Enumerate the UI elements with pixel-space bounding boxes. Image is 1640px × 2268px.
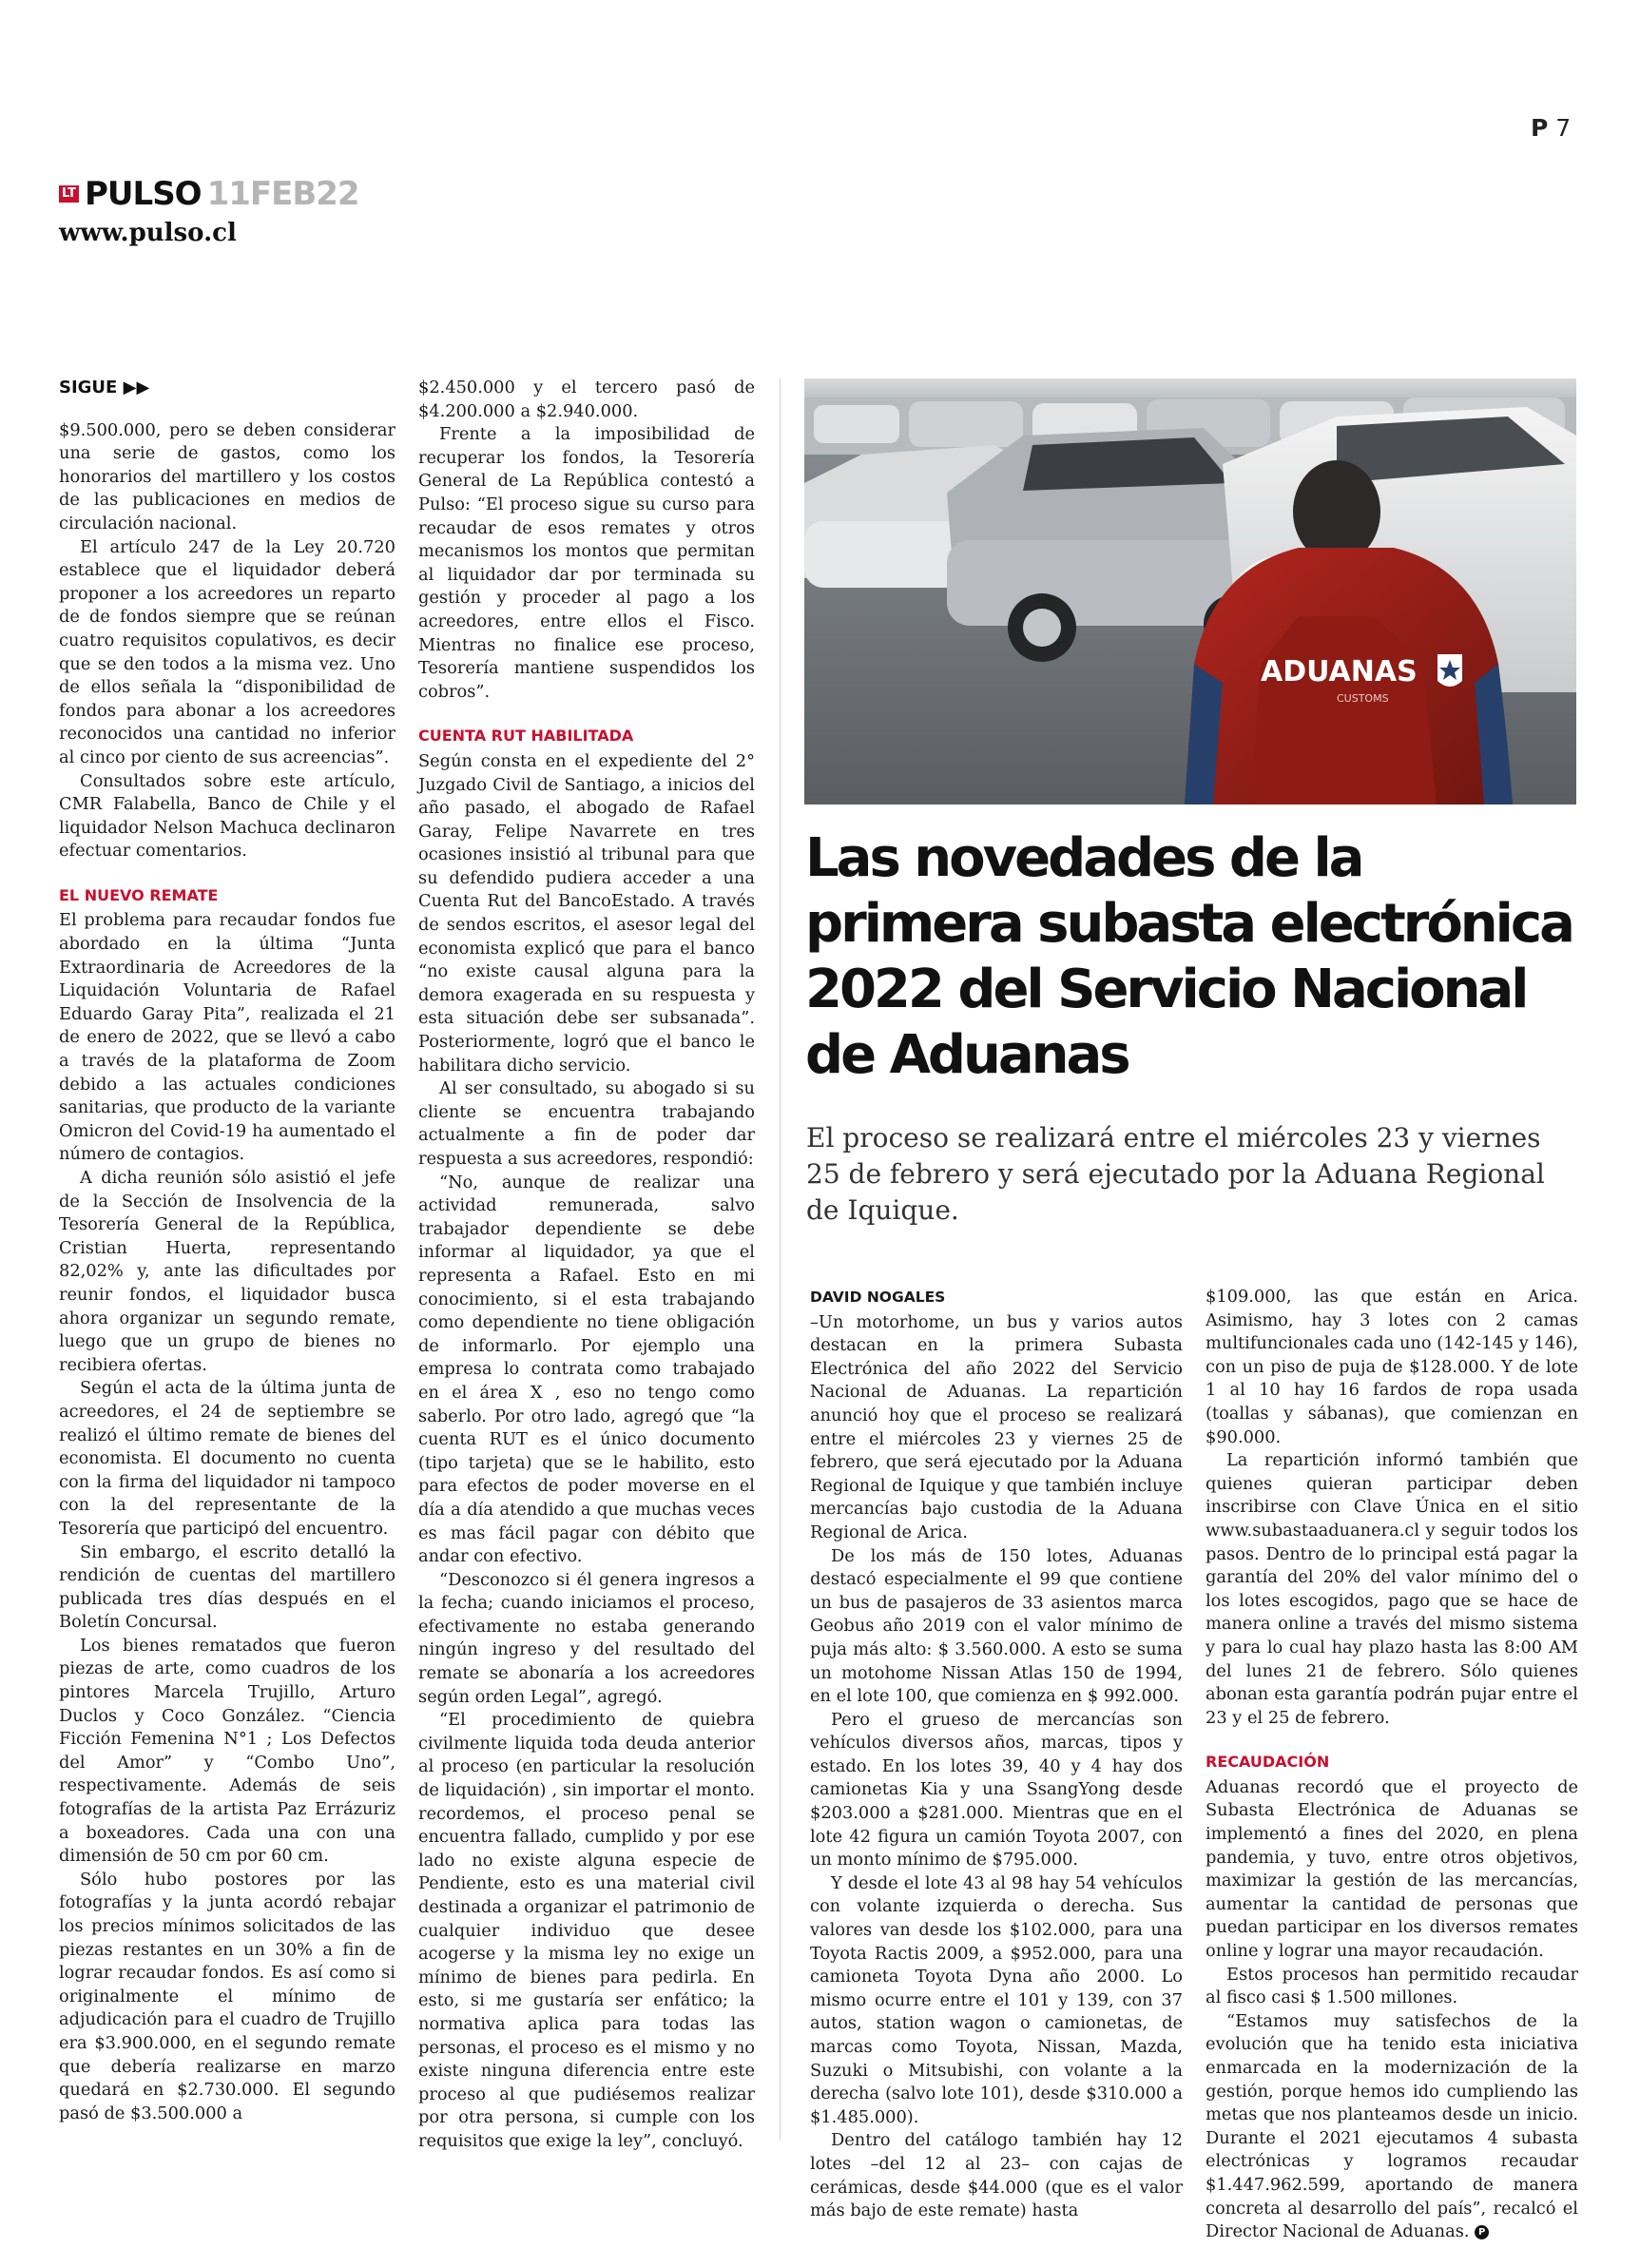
article-column-1 bbox=[59, 377, 396, 2125]
lt-logo: LT bbox=[59, 185, 79, 203]
paragraph: De los más de 150 lotes, Aduanas destacó especialmente el 99 que contiene un bus de pasajeros de 33 asientos marca Geobus año 2019 con el valor mínimo de puja más alto: $ 3.560.000. A esto se suma un motohome Nissan Atlas 150 de 1994, en el lote 100, que comienza en $ 992.000. bbox=[810, 1545, 1183, 1707]
paragraph: A dicha reunión sólo asistió el jefe de la Sección de Insolvencia de la Tesorería General de la República, Cristian Huerta, representando 82,02% y, ante las dificultades por reunir fondos, el liquidador busca ahora organizar un segundo remate, luego que un grupo de bienes no recibiera ofertas. bbox=[59, 1168, 396, 1375]
paragraph: Consultados sobre este artículo, CMR Falabella, Banco de Chile y el liquidador Nelson Machuca declinaron efectuar comentarios. bbox=[59, 770, 396, 862]
paragraph: Sólo hubo postores por las fotografías y la junta acordó rebajar los precios mínimos solicitados de las piezas restantes en un 30% a fin de lograr recaudar fondos. Es así como si originalmente el mínimo de adjudicación para el cuadro de Trujillo era $3.900.000, en el segundo remate que debería realizarse en marzo quedará en $2.730.000. El segundo pasó de $3.500.000 a bbox=[59, 1869, 396, 2123]
paragraph-last bbox=[1206, 2010, 1578, 2244]
website-link[interactable]: www.pulso.cl bbox=[59, 219, 237, 247]
car-lot-photo bbox=[804, 378, 1576, 804]
paragraph: La repartición informó también que quienes quieran participar deben inscribirse con Clave Única en el sitio www.subastaaduanera.cl y seguir todos los pasos. Dentro de lo principal está pagar la garantía del 20% del valor mínimo del o los lotes escogidos, pago que se hace de manera online a través del mismo sistema y para lo cual hay plazo hasta las 8:00 AM del lunes 21 de febrero. Sólo quienes abonan esta garantía podrán pujar entre el 23 y el 25 de febrero. bbox=[1206, 1450, 1578, 1728]
article-deck: El proceso se realizará entre el miércoles 23 y viernes 25 de febrero y será ejecutado por la Aduana Regional de Iquique. bbox=[806, 1122, 1545, 1226]
paragraph: Aduanas recordó que el proyecto de Subasta Electrónica de Aduanas se implementó a fines del 2020, en plena pandemia, y tuvo, entre otros objetivos, maximizar la gestión de las mercancías, aumentar la cantidad de personas que puedan participar en los diversos remates online y lograr una mayor recaudación. bbox=[1206, 1776, 1578, 1962]
subheading-cuenta-rut: CUENTA RUT HABILITADA bbox=[418, 727, 634, 746]
paragraph: El problema para recaudar fondos fue abordado en la última “Junta Extraordinaria de Acreedores de la Liquidación Voluntaria de Rafael Eduardo Garay Pita”, realizada el 21 de enero de 2022, que se llevó a cabo a través de la plataforma de Zoom debido a las actuales condiciones sanitarias, que producto de la variante Omicron del Covid-19 ha aumentado el número de contagios. bbox=[59, 910, 396, 1165]
paragraph: El artículo 247 de la Ley 20.720 establece que el liquidador deberá proponer a los acreedores un reparto de de fondos siempre que se reúnan cuatro requisitos copulativos, es decir que se den todos a la misma vez. Uno de ellos señala la “disponibilidad de fondos para abonar a los acreedores reconocidos una cantidad no inferior al cinco por ciento de sus acreencias”. bbox=[59, 536, 396, 767]
paragraph-text: “Estamos muy satisfechos de la evolución que ha tenido esta iniciativa enmarcada en la modernización de la gestión, porque hemos ido cumpliendo las metas que nos planteamos desde un inicio. Durante el 2021 ejecutamos 4 subasta electrónicas y logramos recaudar $1.447.962.599, aportando de manera concreta al desarrollo del país”, recalcó el Director Nacional de Aduanas. bbox=[1206, 2010, 1578, 2242]
paragraph: Dentro del catálogo también hay 12 lotes –del 12 al 23– con cajas de cerámicas, desde $44.000 (que es el valor más bajo de este remate) hasta bbox=[810, 2130, 1183, 2221]
paragraph: “El procedimiento de quiebra civilmente liquida toda deuda anterior al proceso (en particular la resolución de liquidación) , sin importar el monto. recordemos, el proceso penal se encuentra fallado, cumplido y por ese lado no existe alguna especie de Pendiente, esto es una material civil destinada a organizar el patrimonio de cualquier individuo que desee acogerse y la misma ley no exige un mínimo de bienes para pedirla. En esto, si me gustaría ser enfático; la normativa aplica para todas las personas, el proceso es el mismo y no existe ninguna diferencia entre este proceso al que pudiésemos realizar por otra persona, si cumple con los requisitos que exige la ley”, concluyó. bbox=[418, 1710, 755, 2151]
masthead bbox=[59, 175, 359, 213]
paragraph: Sin embargo, el escrito detalló la rendición de cuentas del martillero publicada tres días después en el Boletín Concursal. bbox=[59, 1541, 396, 1633]
paragraph: Estos procesos han permitido recaudar al fisco casi $ 1.500 millones. bbox=[1206, 1964, 1578, 2008]
article-column-2 bbox=[418, 377, 755, 2154]
article-column-3 bbox=[810, 1286, 1183, 2223]
subheading-recaudacion: RECAUDACIÓN bbox=[1206, 1753, 1330, 1772]
end-mark-icon: P bbox=[1475, 2225, 1489, 2239]
paragraph: $9.500.000, pero se deben considerar una serie de gastos, como los honorarios del martillero y los costos de las publicaciones en medios de circulación nacional. bbox=[59, 419, 396, 533]
paragraph: Y desde el lote 43 al 98 hay 54 vehículos con volante izquierda o derecha. Sus valores van desde los $102.000, para una Toyota Ractis 2009, a $952.000, para una camioneta Toyota Dyna año 2000. Lo mismo ocurre entre el 101 y 139, con 37 autos, station wagon o camionetas, de marcas como Toyota, Nissan, Mazda, Suzuki o Mitsubishi, con volante a la derecha (salvo lote 101), desde $310.000 a $1.485.000). bbox=[810, 1872, 1183, 2127]
page-number: P 7 bbox=[1531, 114, 1572, 142]
paragraph: $2.450.000 y el tercero pasó de $4.200.000 a $2.940.000. bbox=[418, 378, 755, 421]
paragraph: Según el acta de la última junta de acreedores, el 24 de septiembre se realizó el último remate de bienes del economista. El documento no cuenta con la firma del liquidador ni tampoco con la del representante de la Tesorería que participó del encuentro. bbox=[59, 1378, 396, 1539]
paragraph: Frente a la imposibilidad de recuperar los fondos, la Tesorería General de La República contestó a Pulso: “El proceso sigue su curso para recaudar de esos remates y otros mecanismos los montos que permitan al liquidador dar por terminada su gestión y proceder al pago a los acreedores, entre ellos el Fisco. Mientras no finalice ese proceso, Tesorería mantiene suspendidos los cobros”. bbox=[418, 424, 755, 702]
photo-illustration bbox=[804, 378, 1576, 804]
paragraph: Los bienes rematados que fueron piezas de arte, como cuadros de los pintores Marcela Trujillo, Arturo Duclos y Coco González. “Ciencia Ficción Femenina N°1 ; Los Defectos del Amor” y “Combo Uno”, respectivamente. Además de seis fotografías de la artista Paz Errázuriz a boxeadores. Cada una con una dimensión de 50 cm por 60 cm. bbox=[59, 1635, 396, 1867]
article-headline: Las novedades de la primera subasta electrónica 2022 del Servicio Nacional de Aduanas bbox=[805, 827, 1572, 1086]
jacket-text: ADUANAS bbox=[1261, 655, 1418, 688]
issue-date: 11FEB22 bbox=[206, 175, 359, 213]
subheading-nuevo-remate: EL NUEVO REMATE bbox=[59, 885, 219, 904]
article-column-4 bbox=[1206, 1286, 1578, 2244]
paragraph: Según consta en el expediente del 2° Juzgado Civil de Santiago, a inicios del año pasado, el abogado de Rafael Garay, Felipe Navarrete en tres ocasiones insistió al tribunal para que su defendido pudiera acceder a una Cuenta Rut del BancoEstado. A través de sendos escritos, el asesor legal del economista explicó que para el banco “no existe causal alguna para la demora exagerada en su respuesta y esta situación debe ser subsanada”. Posteriormente, logró que el banco le habilitara dicho servicio. bbox=[418, 750, 755, 1076]
paragraph: “Desconozco si él genera ingresos a la fecha; cuando iniciamos el proceso, efectivamente no estaba generando ningún ingreso y del resultado del remate se abonaría a los acreedores según orden Legal”, agregó. bbox=[418, 1569, 755, 1707]
author-byline: DAVID NOGALES bbox=[810, 1289, 946, 1306]
paragraph: Pero el grueso de mercancías son vehículos diversos años, marcas, tipos y estado. En los lotes 39, 40 y 4 hay dos camionetas Kia y una SsangYong desde $203.000 a $281.000. Mientras que en el lote 42 figura un camión Toyota 2007, con un monto mínimo de $795.000. bbox=[810, 1709, 1183, 1871]
publication-name: PULSO bbox=[85, 175, 202, 213]
paragraph: $109.000, las que están en Arica. Asimismo, hay 3 lotes con 2 camas multifuncionales cada uno (142-145 y 146), con un piso de puja de $128.000. Y de lote 1 al 10 hay 16 fardos de ropa usada (toallas y sábanas), que comienzan en $90.000. bbox=[1206, 1287, 1578, 1447]
paragraph: “No, aunque de realizar una actividad remunerada, salvo trabajador dependiente se debe informar al liquidador, ya que el representa a Rafael. Esto en mi conocimiento, si el esta trabajando como dependiente no tiene obligación de informarlo. Por ejemplo una empresa lo contrata como trabajado en el área X , eso no tengo como saberlo. Por otro lado, agregó que “la cuenta RUT es el único documento (tipo tarjeta) que se le habilito, esto para efectos de poder moverse en el día a día atendido a que muchas veces es mas fácil pagar con débito que andar con efectivo. bbox=[418, 1172, 755, 1567]
continued-marker: SIGUE ▶▶ bbox=[59, 378, 150, 397]
paragraph: Al ser consultado, su abogado si su cliente se encuentra trabajando actualmente a fin de poder dar respuesta a sus acreedores, respondió: bbox=[418, 1078, 755, 1169]
column-divider bbox=[780, 378, 781, 2140]
jacket-small-text: CUSTOMS bbox=[1337, 692, 1389, 705]
paragraph: –Un motorhome, un bus y varios autos destacan en la primera Subasta Electrónica del año 2022 del Servicio Nacional de Aduanas. La repartición anunció hoy que el proceso se realizará entre el miércoles 23 y viernes 25 de febrero, que será ejecutado por la Aduana Regional de Iquique y que también incluye mercancías bajo custodia de la Aduana Regional de Arica. bbox=[810, 1311, 1183, 1542]
